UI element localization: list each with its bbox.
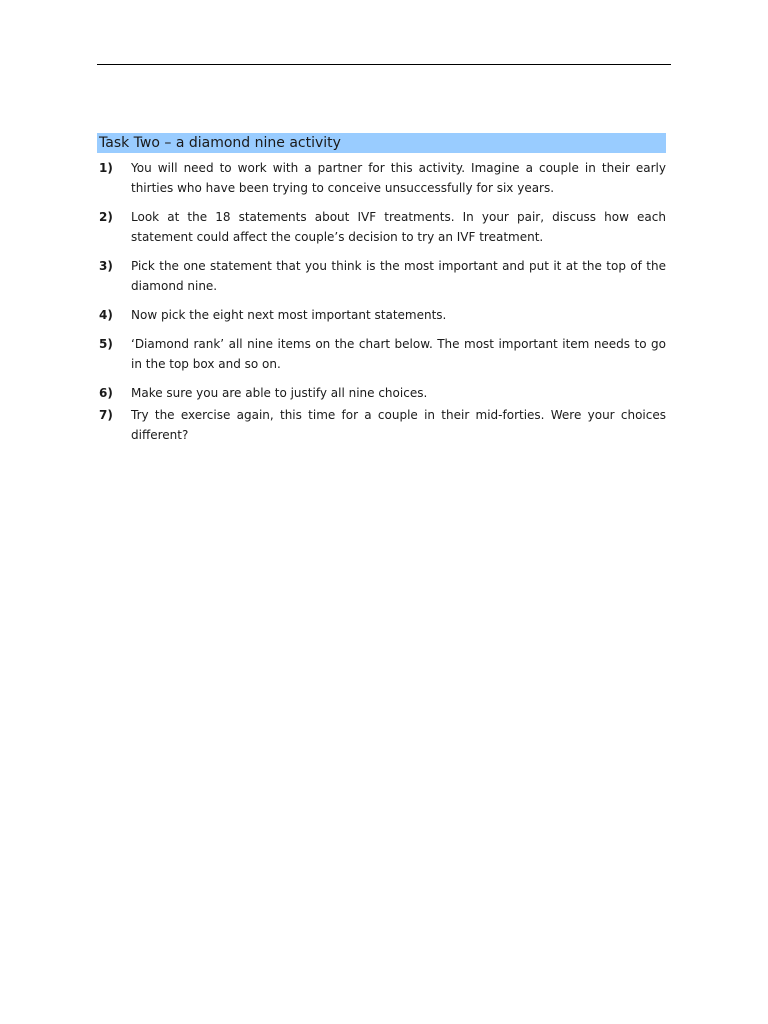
step-text: Pick the one statement that you think is the most important and put it at the top of the diamond nine. [131,259,666,293]
list-item [99,158,666,198]
list-item [99,405,666,445]
list-item [99,207,666,247]
list-item [99,334,666,374]
step-number: 5) [99,337,113,351]
step-number: 3) [99,259,113,273]
step-number: 7) [99,408,113,422]
list-item [99,383,666,403]
step-text: Make sure you are able to justify all nine choices. [131,386,428,400]
step-number: 6) [99,386,113,400]
step-number: 2) [99,210,113,224]
step-text: You will need to work with a partner for this activity. Imagine a couple in their early thirties who have been trying to conceive unsuccessfully for six years. [131,161,666,195]
step-text: Now pick the eight next most important statements. [131,308,447,322]
step-text: Look at the 18 statements about IVF treatments. In your pair, discuss how each statement could affect the couple’s decision to try an IVF treatment. [131,210,666,244]
list-item [99,256,666,296]
step-text: ‘Diamond rank’ all nine items on the chart below. The most important item needs to go in the top box and so on. [131,337,666,371]
step-number: 4) [99,308,113,322]
list-item [99,305,666,325]
step-number: 1) [99,161,113,175]
task-heading: Task Two – a diamond nine activity [97,133,666,153]
step-text: Try the exercise again, this time for a couple in their mid-forties. Were your choices different? [131,408,666,442]
header-rule [97,64,671,65]
instruction-list [99,158,666,454]
